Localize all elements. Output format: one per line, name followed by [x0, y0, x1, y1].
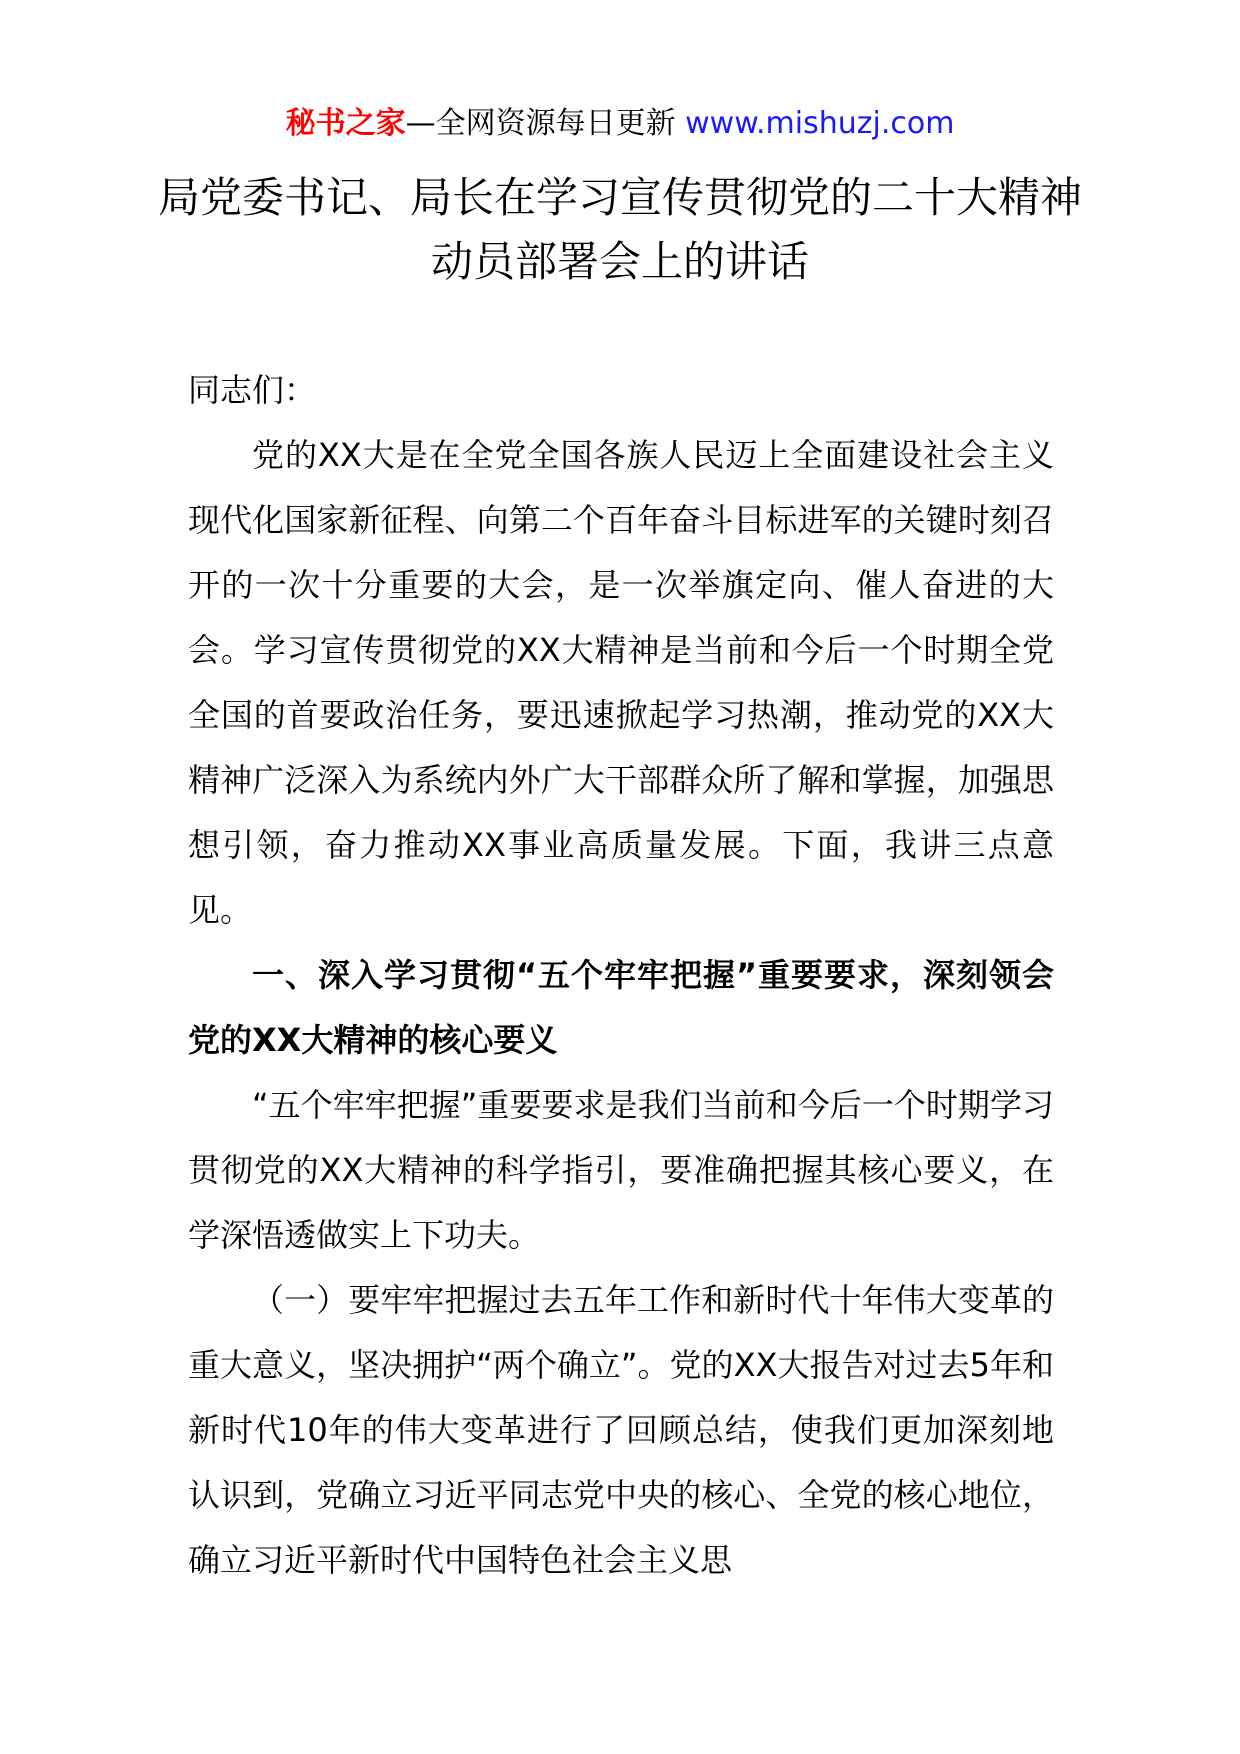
section-heading-1: 一、深入学习贯彻“五个牢牢把握”重要要求，深刻领会党的XX大精神的核心要义 [188, 956, 1054, 1059]
document-body [188, 358, 1054, 1593]
document-title: 局党委书记、局长在学习宣传贯彻党的二十大精神动员部署会上的讲话 [157, 173, 1082, 286]
banner-tagline: —全网资源每日更新 [405, 106, 686, 141]
site-url-link[interactable]: www.mishuzj.com [685, 106, 955, 141]
paragraph-intro: 党的XX大是在全党全国各族人民迈上全面建设社会主义现代化国家新征程、向第二个百年奋斗目标进军的关键时刻召开的一次十分重要的大会，是一次举旗定向、催人奋进的大会。学习宣传贯彻党的XX大精神是当前和今后一个时期全党全国的首要政治任务，要迅速掀起学习热潮，推动党的XX大精神广泛深入为系统内外广大干部群众所了解和掌握，加强思想引领，奋力推动XX事业高质量发展。下面，我讲三点意见。 [188, 436, 1054, 929]
paragraph-section-1-intro: “五个牢牢把握”重要要求是我们当前和今后一个时期学习贯彻党的XX大精神的科学指引，要准确把握其核心要义，在学深悟透做实上下功夫。 [188, 1086, 1054, 1254]
paragraph-point-1: （一）要牢牢把握过去五年工作和新时代十年伟大变革的重大意义，坚决拥护“两个确立”。党的XX大报告对过去5年和新时代10年的伟大变革进行了回顾总结，使我们更加深刻地认识到，党确立习近平同志党中央的核心、全党的核心地位，确立习近平新时代中国特色社会主义思 [188, 1281, 1054, 1579]
greeting: 同志们： [188, 371, 317, 409]
site-banner [0, 104, 1240, 144]
brand-name: 秘书之家 [285, 106, 406, 141]
